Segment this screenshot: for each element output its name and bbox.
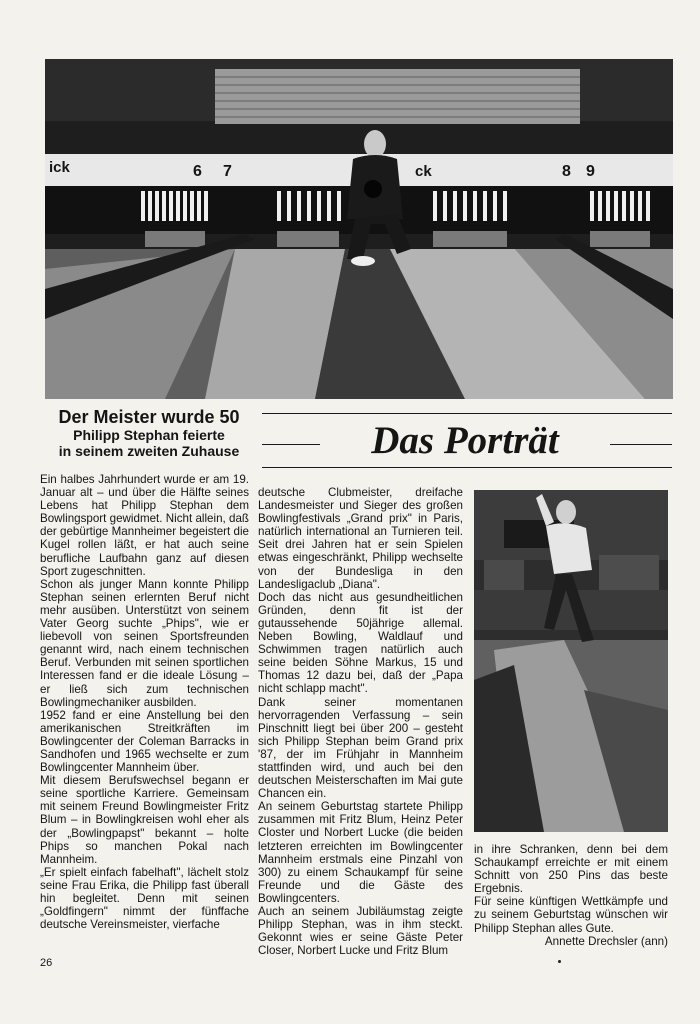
col1-paragraph: „Er spielt einfach fabelhaft", lächelt stolz seine Frau Erika, die Philipp fast überall hin begleitet. Denn mit seinen „Goldfingern" nimmt der fünffache deutsche Vereinsmeister, vierfache	[40, 865, 249, 932]
header-rule-top	[262, 413, 672, 414]
lane-number-6: 6	[193, 163, 202, 180]
lane-number-7: 7	[223, 163, 232, 180]
article-column-1	[40, 473, 249, 931]
headline-title: Der Meister wurde 50	[58, 407, 240, 427]
header-rule-left	[262, 444, 320, 445]
decorative-dot	[558, 960, 561, 963]
lane-number-9: 9	[586, 163, 595, 180]
article-column-2	[258, 486, 463, 957]
top-photo-bowler-on-lanes	[45, 59, 673, 399]
col2-paragraph: An seinem Geburtstag startete Philipp zusammen mit Fritz Blum, Heinz Peter Closter und Norbert Lucke (die beiden letzteren erreichten im Bowlingcenter Mannheim erstmals eine Pinzahl von 300) zu einem Schaukampf für seine Freunde und die Gäste des Bowlingcenters.	[258, 800, 463, 905]
col2-paragraph: Auch an seinem Jubiläumstag zeigte Philipp Stephan, was in ihm steckt. Gekonnt wies er seine Gäste Peter Closer, Norbert Lucke und Fritz Blum	[258, 905, 463, 958]
col2-paragraph: Doch das nicht aus gesundheitlichen Gründen, denn fit ist der gutaussehende 50jährige allemal. Neben Bowling, Waldlauf und Schwimmen tragen natürlich auch seine beiden Söhne Markus, 15 und Thomas 12 dazu bei, daß der „Papa nicht schlapp macht".	[258, 590, 463, 696]
headline-subtitle-line1: Philipp Stephan feierte	[73, 427, 225, 443]
col1-paragraph: Ein halbes Jahrhundert wurde er am 19. Januar alt – und über die Hälfte seines Lebens hat Philipp Stephan dem Bowlingsport gewidmet. Nicht allein, daß der gebürtige Mannheimer begeistert die Kugel rollen läßt, er hat auch seine berufliche Laufbahn ganz auf diesen Sport zugeschnitten.	[40, 473, 249, 578]
headline-block	[40, 407, 258, 459]
col1-paragraph: 1952 fand er eine Anstellung bei den amerikanischen Streitkräften im Bowlingcenter der Coleman Barracks in Sandhofen und 1965 wechselte er zum Bowlingcenter Mannheim über.	[40, 708, 249, 775]
col3-paragraph: in ihre Schranken, denn bei dem Schaukampf erreichte er mit einem Schnitt von 250 Pins das beste Ergebnis.	[474, 843, 668, 896]
page-number: 26	[40, 957, 53, 969]
lane-brand-left: ick	[49, 159, 70, 176]
header-rule-right	[610, 444, 672, 445]
col1-paragraph: Mit diesem Berufswechsel begann er seine sportliche Karriere. Gemeinsam mit seinem Freund Bowlingmeister Fritz Blum – in Bowlingkreisen wohl eher als der „Bowlingpapst" bekannt – holte Phips so manchen Pokal nach Mannheim.	[40, 774, 249, 866]
col2-paragraph: Dank seiner momentanen hervorragenden Verfassung – sein Pinschnitt liegt bei über 200 – gesteht sich Philipp Stephan beim Grand prix '87, der im Frühjahr in Mannheim stattfinden wird, und auch bei den deutschen Meisterschaften im Mai gute Chancen ein.	[258, 695, 463, 801]
section-title: Das Porträt	[371, 419, 559, 462]
col1-paragraph: Schon als junger Mann konnte Philipp Stephan seinen erlernten Beruf nicht mehr ausüben. Unterstützt von seinem Vater Georg suchte „Phips", wie er liebevoll von seinen Sportsfreunden genannt wird, nach einem technischen Beruf. Verbunden mit seinen sportlichen Interessen fand er die ideale Lösung – er ließ sich zum technischen Bowlingmechaniker ausbilden.	[40, 577, 249, 709]
col2-paragraph: deutsche Clubmeister, dreifache Landesmeister und Sieger des großen Bowlingfestivals „Grand prix" in Paris, natürlich international an Turnieren teil. Seit drei Jahren hat er sein Spielen etwas eingeschränkt, Philipp wechselte von der Bundesliga in den Landesligaclub „Diana".	[258, 486, 463, 591]
article-column-3	[474, 843, 668, 935]
col3-paragraph: Für seine künftigen Wettkämpfe und zu seinem Geburtstag wünschen wir Philipp Stephan alles Gute.	[474, 895, 668, 935]
lane-number-8: 8	[562, 163, 571, 180]
right-photo-bowler-throwing	[474, 490, 668, 832]
headline-subtitle-line2: in seinem zweiten Zuhause	[58, 443, 240, 459]
lane-brand-center: ck	[415, 163, 432, 180]
header-rule-bottom	[262, 467, 672, 468]
author-signature: Annette Drechsler (ann)	[544, 935, 668, 948]
